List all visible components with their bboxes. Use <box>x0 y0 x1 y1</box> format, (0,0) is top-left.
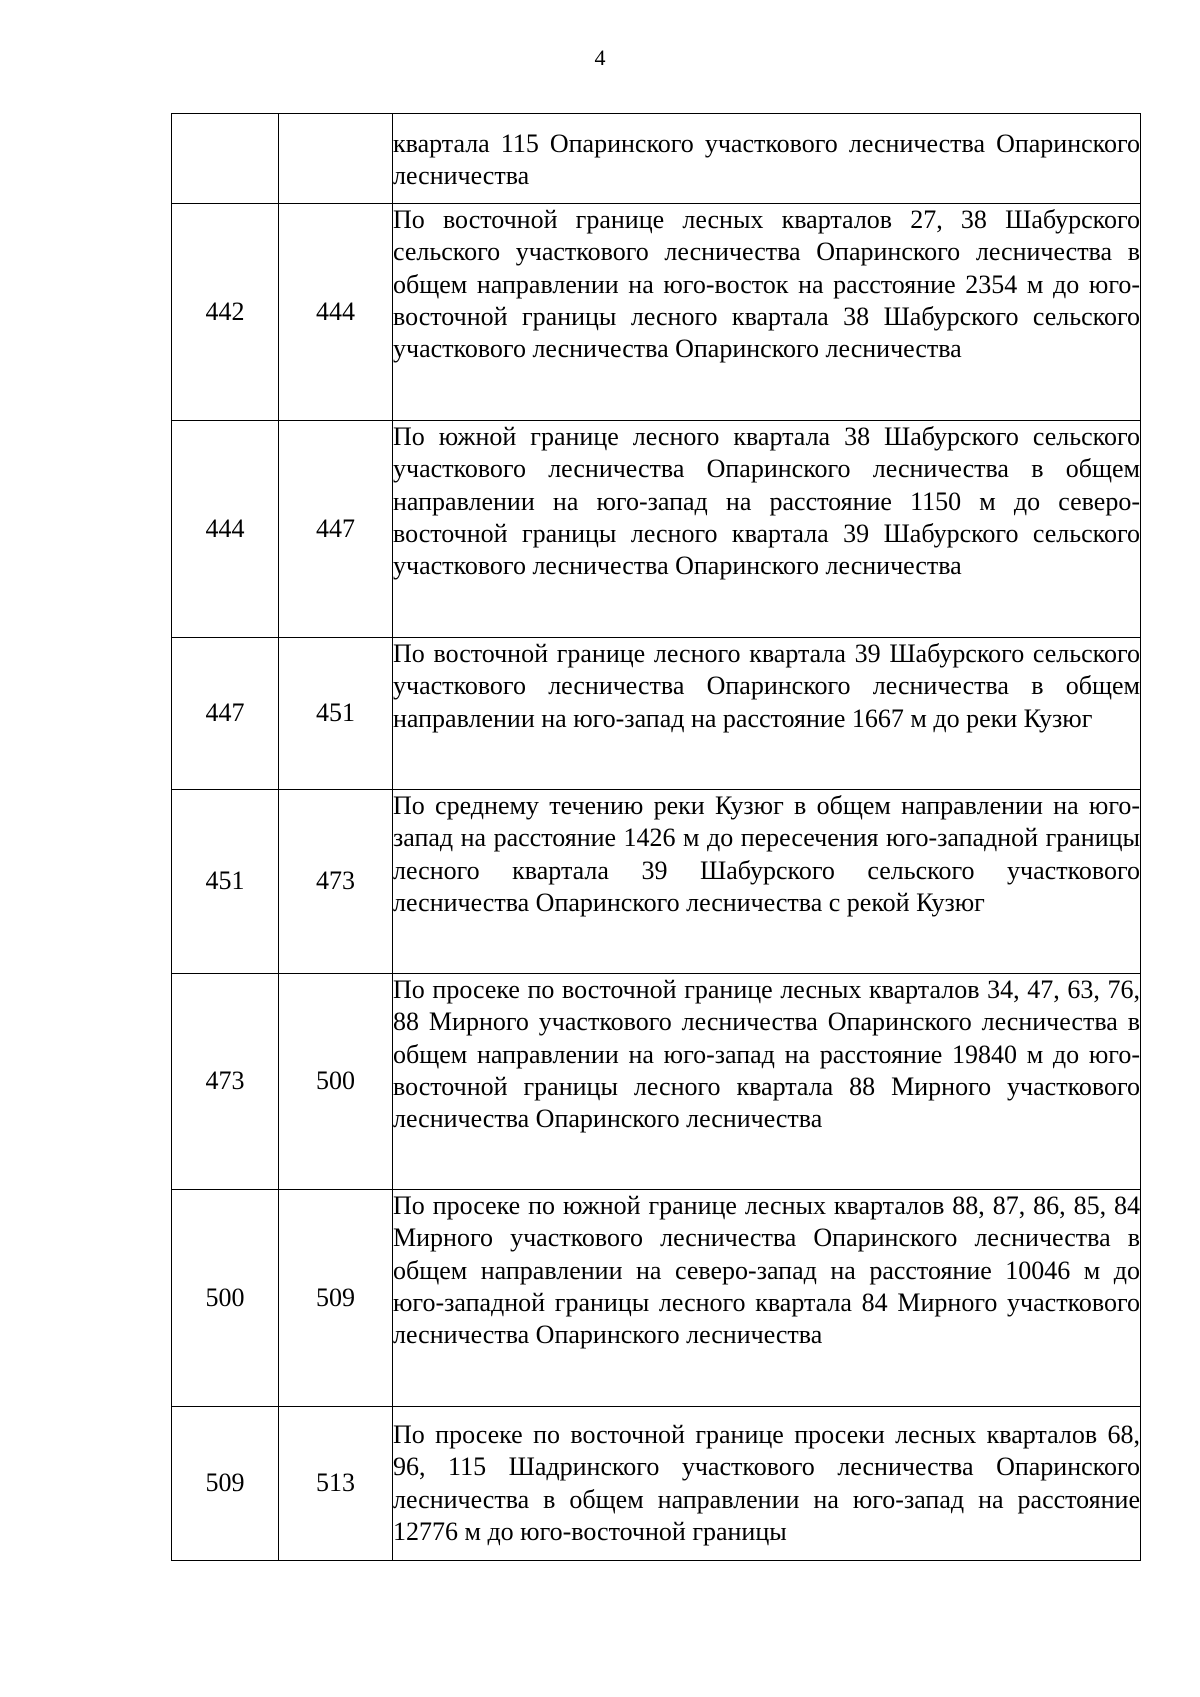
to-point-cell <box>279 114 393 204</box>
description-cell: По среднему течению реки Кузюг в общем направлении на юго-запад на расстояние 1426 м до пересечения юго-западной границы лесного квартала 39 Шабурского сельского участкового лесничества Опаринского лесничества с рекой Кузюг <box>393 789 1141 973</box>
description-cell: По просеке по восточной границе лесных кварталов 34, 47, 63, 76, 88 Мирного участкового лесничества Опаринского лесничества в общем направлении на юго-запад на расстояние 19840 м до юго-восточной границы лесного квартала 88 Мирного участкового лесничества Опаринского лесничества <box>393 973 1141 1189</box>
description-cell: По восточной границе лесного квартала 39 Шабурского сельского участкового лесничества Опаринского лесничества в общем направлении на юго-запад на расстояние 1667 м до реки Кузюг <box>393 637 1141 789</box>
table-row <box>172 1406 1141 1561</box>
description-cell: По просеке по восточной границе просеки лесных кварталов 68, 96, 115 Шадринского участкового лесничества Опаринского лесничества в общем направлении на юго-запад на расстояние 12776 м до юго-восточной границы <box>393 1406 1141 1561</box>
to-point-cell: 444 <box>279 203 393 420</box>
from-point-cell: 500 <box>172 1189 279 1406</box>
from-point-cell: 473 <box>172 973 279 1189</box>
description-cell: квартала 115 Опаринского участкового лесничества Опаринского лесничества <box>393 114 1141 204</box>
table-row <box>172 203 1141 420</box>
table-row <box>172 114 1141 204</box>
table-row <box>172 637 1141 789</box>
table-row <box>172 420 1141 637</box>
to-point-cell: 451 <box>279 637 393 789</box>
table-row <box>172 973 1141 1189</box>
table-row <box>172 789 1141 973</box>
to-point-cell: 473 <box>279 789 393 973</box>
description-cell: По восточной границе лесных кварталов 27, 38 Шабурского сельского участкового лесничества Опаринского лесничества в общем направлении на юго-восток на расстояние 2354 м до юго-восточной границы лесного квартала 38 Шабурского сельского участкового лесничества Опаринского лесничества <box>393 203 1141 420</box>
page-number: 4 <box>594 45 606 70</box>
description-cell: По просеке по южной границе лесных кварталов 88, 87, 86, 85, 84 Мирного участкового лесничества Опаринского лесничества в общем направлении на северо-запад на расстояние 10046 м до юго-западной границы лесного квартала 84 Мирного участкового лесничества Опаринского лесничества <box>393 1189 1141 1406</box>
to-point-cell: 509 <box>279 1189 393 1406</box>
table-row <box>172 1189 1141 1406</box>
to-point-cell: 513 <box>279 1406 393 1561</box>
to-point-cell: 447 <box>279 420 393 637</box>
from-point-cell: 509 <box>172 1406 279 1561</box>
description-cell: По южной границе лесного квартала 38 Шабурского сельского участкового лесничества Опаринского лесничества в общем направлении на юго-запад на расстояние 1150 м до северо-восточной границы лесного квартала 39 Шабурского сельского участкового лесничества Опаринского лесничества <box>393 420 1141 637</box>
from-point-cell: 447 <box>172 637 279 789</box>
from-point-cell: 444 <box>172 420 279 637</box>
from-point-cell <box>172 114 279 204</box>
from-point-cell: 442 <box>172 203 279 420</box>
to-point-cell: 500 <box>279 973 393 1189</box>
from-point-cell: 451 <box>172 789 279 973</box>
boundary-table <box>171 113 1141 1561</box>
